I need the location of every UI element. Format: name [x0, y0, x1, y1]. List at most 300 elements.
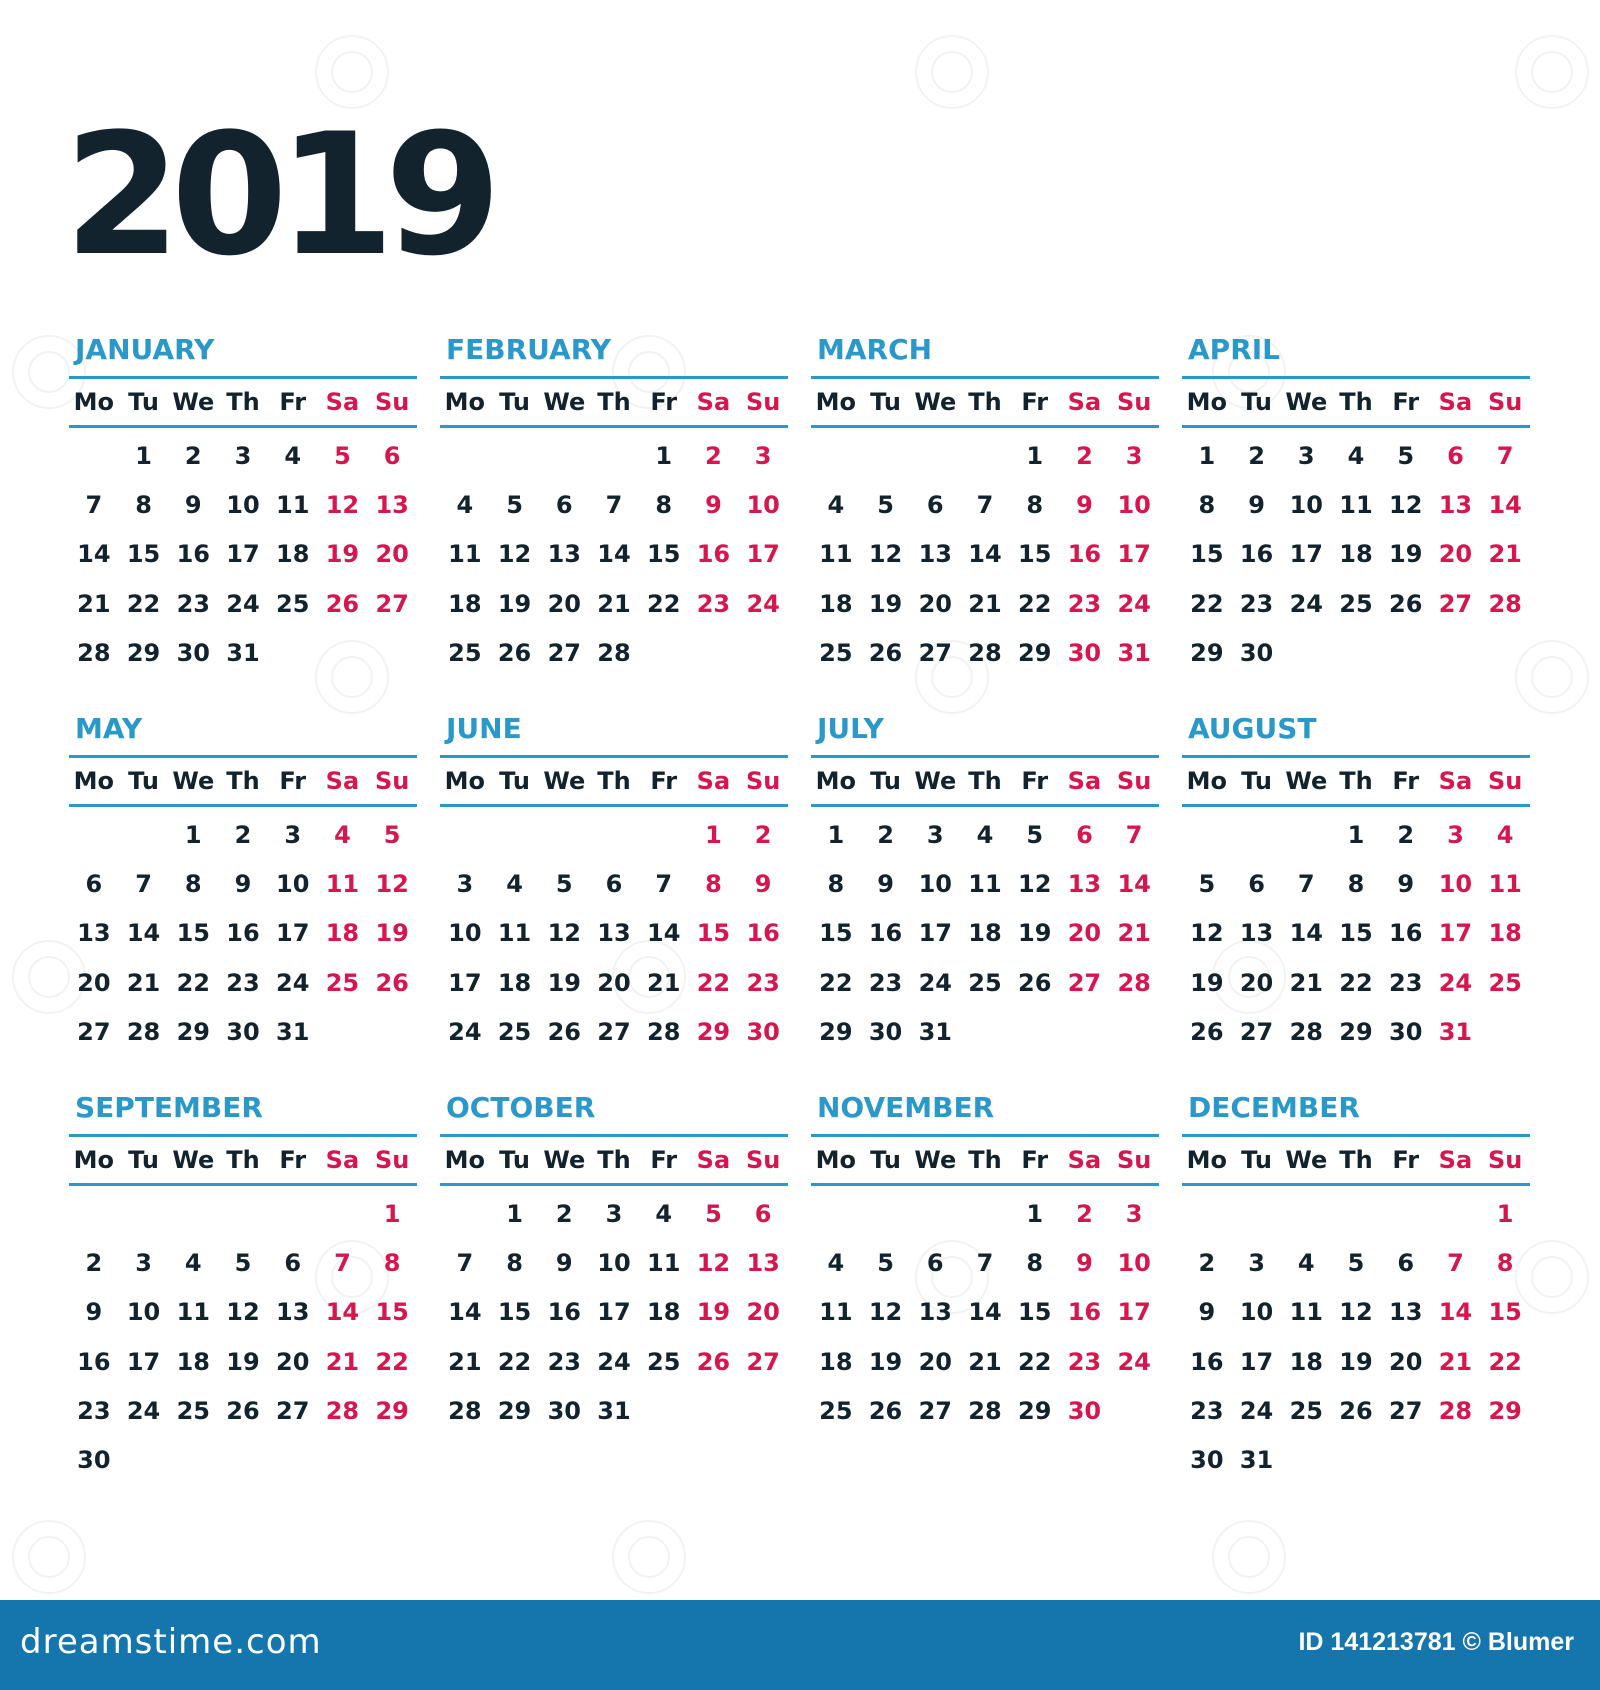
day-number: 28 [126, 1017, 161, 1046]
day-number: 5 [506, 490, 523, 519]
day-number: 18 [176, 1347, 210, 1376]
day-number: 6 [605, 869, 623, 898]
day-number: 23 [1389, 968, 1423, 997]
day-number: 18 [819, 1347, 853, 1376]
day-number: 29 [696, 1017, 731, 1046]
weekday-label: Mo [444, 388, 486, 416]
day-number: 12 [547, 919, 581, 948]
weekday-label: We [914, 1146, 957, 1174]
weekday-label: Tu [1241, 1146, 1272, 1174]
weekday-label: Mo [815, 388, 857, 416]
day-number: 26 [375, 968, 409, 997]
day-number: 8 [506, 1248, 523, 1277]
day-number: 2 [1198, 1248, 1216, 1277]
day-number: 8 [1347, 869, 1365, 898]
day-number: 18 [819, 589, 853, 618]
weekday-label: Su [1116, 388, 1152, 416]
day-number: 27 [77, 1017, 111, 1046]
day-number: 9 [705, 490, 722, 519]
day-number: 17 [1117, 540, 1151, 569]
day-number: 9 [555, 1248, 573, 1277]
day-number: 13 [597, 919, 631, 948]
day-number: 11 [647, 1248, 681, 1277]
day-number: 20 [547, 589, 581, 618]
day-number: 24 [448, 1017, 482, 1046]
weekday-header [69, 758, 417, 804]
day-number: 26 [547, 1017, 581, 1046]
month-title: APRIL [1188, 333, 1281, 366]
day-number: 6 [1248, 869, 1265, 898]
day-number: 17 [746, 540, 780, 569]
day-grid [440, 1186, 788, 1435]
day-number: 12 [1190, 919, 1224, 948]
day-number: 29 [1018, 638, 1052, 667]
month-block [811, 707, 1159, 1056]
day-number: 7 [976, 490, 994, 519]
dreamstime-logo: dreamstime.com [20, 1622, 322, 1662]
day-number: 7 [1496, 441, 1514, 470]
weekday-label: Fr [650, 388, 678, 416]
weekday-label: We [543, 388, 586, 416]
weekday-label: Su [1487, 388, 1523, 416]
day-number: 4 [976, 820, 994, 849]
day-number: 8 [705, 869, 722, 898]
day-number: 4 [456, 490, 474, 519]
day-number: 24 [276, 968, 310, 997]
month-block [69, 707, 417, 1056]
day-number: 4 [1297, 1248, 1315, 1277]
day-number: 17 [1117, 1298, 1151, 1327]
weekday-label: Tu [499, 1146, 530, 1174]
day-number: 27 [547, 638, 581, 667]
day-number: 15 [375, 1298, 409, 1327]
day-number: 13 [1067, 869, 1102, 898]
weekday-label: Fr [1392, 767, 1420, 795]
day-number: 5 [234, 1248, 252, 1277]
day-number: 30 [1389, 1017, 1423, 1046]
day-number: 24 [1117, 589, 1151, 618]
day-number: 31 [1239, 1446, 1274, 1475]
day-number: 28 [448, 1396, 482, 1425]
weekday-label: Mo [1186, 388, 1228, 416]
weekday-label: Tu [128, 1146, 159, 1174]
day-number: 25 [1289, 1396, 1323, 1425]
day-number: 8 [184, 869, 202, 898]
day-number: 5 [877, 490, 894, 519]
weekday-label: Tu [870, 388, 901, 416]
weekday-label: We [1285, 1146, 1328, 1174]
day-number: 25 [497, 1017, 532, 1046]
weekday-label: Th [968, 767, 1002, 795]
day-number: 2 [184, 441, 202, 470]
day-number: 1 [1496, 1199, 1514, 1228]
day-number: 21 [1438, 1347, 1473, 1376]
day-number: 14 [77, 540, 111, 569]
day-number: 23 [696, 589, 731, 618]
day-number: 28 [325, 1396, 360, 1425]
day-number: 5 [1347, 1248, 1365, 1277]
day-number: 23 [1067, 589, 1102, 618]
day-number: 22 [696, 968, 731, 997]
day-number: 10 [918, 869, 952, 898]
day-number: 30 [746, 1017, 780, 1046]
day-number: 27 [1239, 1017, 1274, 1046]
weekday-header [1182, 1137, 1530, 1183]
day-number: 6 [284, 1248, 302, 1277]
day-number: 7 [605, 490, 623, 519]
weekday-header [811, 1137, 1159, 1183]
day-number: 18 [276, 540, 310, 569]
weekday-label: Tu [128, 388, 159, 416]
day-number: 7 [135, 869, 152, 898]
day-number: 10 [597, 1248, 631, 1277]
day-number: 5 [383, 820, 401, 849]
day-number: 20 [1389, 1347, 1423, 1376]
day-number: 6 [926, 1248, 944, 1277]
day-number: 23 [226, 968, 260, 997]
weekday-label: Su [745, 767, 781, 795]
weekday-header [1182, 758, 1530, 804]
day-number: 3 [1125, 441, 1143, 470]
day-grid [69, 807, 417, 1056]
day-number: 30 [176, 638, 210, 667]
day-number: 21 [325, 1347, 360, 1376]
day-number: 19 [1190, 968, 1224, 997]
day-number: 2 [1397, 820, 1415, 849]
day-number: 19 [226, 1347, 260, 1376]
weekday-label: Mo [73, 388, 115, 416]
weekday-header [69, 379, 417, 425]
day-number: 17 [448, 968, 482, 997]
weekday-label: Tu [499, 388, 530, 416]
day-grid [1182, 1186, 1530, 1485]
day-number: 24 [1438, 968, 1473, 997]
day-number: 6 [926, 490, 944, 519]
day-number: 14 [1117, 869, 1151, 898]
day-number: 12 [375, 869, 409, 898]
day-number: 30 [77, 1446, 111, 1475]
month-title: DECEMBER [1188, 1091, 1360, 1124]
day-number: 13 [276, 1298, 310, 1327]
day-number: 20 [1067, 919, 1102, 948]
month-title: OCTOBER [446, 1091, 596, 1124]
day-number: 5 [334, 441, 351, 470]
day-grid [69, 1186, 417, 1485]
day-number: 3 [284, 820, 302, 849]
day-number: 19 [1018, 919, 1052, 948]
day-number: 9 [1248, 490, 1265, 519]
day-number: 11 [819, 540, 853, 569]
day-number: 15 [1018, 540, 1052, 569]
day-number: 14 [597, 540, 631, 569]
day-number: 26 [497, 638, 532, 667]
weekday-label: We [172, 388, 215, 416]
day-number: 24 [1239, 1396, 1274, 1425]
day-number: 18 [1289, 1347, 1323, 1376]
day-number: 21 [968, 589, 1002, 618]
weekday-label: Fr [1392, 1146, 1420, 1174]
weekday-label: Th [968, 388, 1002, 416]
day-number: 28 [1117, 968, 1151, 997]
weekday-label: Mo [815, 1146, 857, 1174]
day-number: 21 [1289, 968, 1323, 997]
day-number: 3 [1248, 1248, 1265, 1277]
day-number: 11 [968, 869, 1002, 898]
day-number: 30 [226, 1017, 260, 1046]
day-number: 12 [1389, 490, 1423, 519]
day-number: 12 [1018, 869, 1052, 898]
day-number: 11 [497, 919, 532, 948]
day-number: 26 [226, 1396, 260, 1425]
weekday-label: Th [1339, 767, 1373, 795]
day-number: 14 [448, 1298, 482, 1327]
day-number: 1 [506, 1199, 523, 1228]
weekday-label: Mo [73, 1146, 115, 1174]
day-number: 17 [226, 540, 260, 569]
day-number: 6 [1397, 1248, 1415, 1277]
day-number: 11 [1289, 1298, 1323, 1327]
day-number: 5 [1397, 441, 1415, 470]
weekday-label: Fr [1021, 1146, 1049, 1174]
month-block [1182, 1086, 1530, 1485]
day-number: 1 [184, 820, 202, 849]
day-number: 23 [1190, 1396, 1224, 1425]
day-number: 22 [1018, 589, 1052, 618]
day-number: 29 [819, 1017, 853, 1046]
weekday-label: Mo [444, 767, 486, 795]
day-number: 22 [126, 589, 161, 618]
weekday-label: Th [226, 767, 260, 795]
day-number: 17 [1438, 919, 1473, 948]
day-number: 9 [1198, 1298, 1216, 1327]
day-number: 26 [868, 1396, 903, 1425]
day-number: 2 [85, 1248, 103, 1277]
weekday-label: Sa [1067, 388, 1102, 416]
weekday-label: We [543, 767, 586, 795]
month-title: JULY [817, 712, 884, 745]
day-number: 6 [555, 490, 573, 519]
weekday-label: Fr [650, 767, 678, 795]
day-number: 25 [448, 638, 482, 667]
day-number: 3 [1125, 1199, 1143, 1228]
day-grid [440, 428, 788, 677]
day-number: 14 [1289, 919, 1323, 948]
day-number: 17 [126, 1347, 161, 1376]
day-number: 29 [1339, 1017, 1373, 1046]
weekday-label: Mo [1186, 1146, 1228, 1174]
day-number: 3 [1447, 820, 1464, 849]
day-number: 29 [1018, 1396, 1052, 1425]
day-grid [811, 807, 1159, 1056]
weekday-label: Su [1116, 767, 1152, 795]
weekday-label: We [914, 388, 957, 416]
day-number: 24 [126, 1396, 161, 1425]
day-number: 2 [754, 820, 772, 849]
calendar-year-title: 2019 [64, 97, 492, 293]
day-number: 16 [176, 540, 210, 569]
day-number: 29 [176, 1017, 210, 1046]
weekday-label: Fr [1021, 767, 1049, 795]
day-number: 12 [868, 1298, 903, 1327]
day-number: 15 [176, 919, 210, 948]
day-number: 2 [1076, 1199, 1093, 1228]
day-number: 25 [647, 1347, 681, 1376]
day-number: 5 [705, 1199, 722, 1228]
day-number: 3 [1297, 441, 1315, 470]
weekday-label: Th [1339, 388, 1373, 416]
day-number: 1 [705, 820, 722, 849]
weekday-header [69, 1137, 417, 1183]
weekday-label: Th [597, 388, 631, 416]
weekday-header [440, 379, 788, 425]
day-number: 7 [1447, 1248, 1464, 1277]
weekday-label: Fr [1021, 388, 1049, 416]
month-block [440, 707, 788, 1056]
day-number: 7 [85, 490, 103, 519]
weekday-label: Su [1487, 767, 1523, 795]
day-number: 22 [497, 1347, 532, 1376]
day-number: 15 [1488, 1298, 1522, 1327]
weekday-label: Fr [650, 1146, 678, 1174]
month-block [440, 328, 788, 677]
day-number: 12 [226, 1298, 260, 1327]
month-block [69, 1086, 417, 1485]
weekday-label: Tu [1241, 388, 1272, 416]
day-number: 14 [1488, 490, 1522, 519]
day-number: 31 [1438, 1017, 1473, 1046]
day-number: 11 [325, 869, 360, 898]
day-number: 15 [126, 540, 161, 569]
day-number: 25 [1488, 968, 1522, 997]
weekday-label: Su [745, 388, 781, 416]
day-number: 31 [597, 1396, 631, 1425]
day-number: 10 [1438, 869, 1473, 898]
day-number: 11 [1488, 869, 1522, 898]
day-number: 21 [1117, 919, 1151, 948]
weekday-label: Sa [696, 767, 731, 795]
weekday-label: Mo [815, 767, 857, 795]
day-number: 4 [827, 490, 845, 519]
day-number: 21 [1488, 540, 1522, 569]
day-number: 30 [1067, 1396, 1102, 1425]
day-number: 3 [926, 820, 944, 849]
day-number: 29 [497, 1396, 532, 1425]
day-number: 26 [1190, 1017, 1224, 1046]
day-number: 20 [918, 1347, 952, 1376]
day-number: 22 [819, 968, 853, 997]
day-number: 4 [506, 869, 523, 898]
day-number: 8 [1496, 1248, 1514, 1277]
day-number: 20 [746, 1298, 780, 1327]
day-number: 23 [77, 1396, 111, 1425]
day-number: 17 [918, 919, 952, 948]
weekday-label: Sa [325, 767, 360, 795]
day-number: 20 [1239, 968, 1274, 997]
day-number: 15 [647, 540, 681, 569]
weekday-label: We [172, 767, 215, 795]
day-number: 31 [1117, 638, 1151, 667]
weekday-label: Fr [279, 767, 307, 795]
day-number: 11 [1339, 490, 1373, 519]
day-number: 9 [1076, 1248, 1093, 1277]
day-number: 27 [276, 1396, 310, 1425]
day-number: 10 [1289, 490, 1323, 519]
day-number: 15 [1339, 919, 1373, 948]
weekday-label: Sa [325, 388, 360, 416]
day-number: 8 [827, 869, 845, 898]
day-number: 25 [325, 968, 360, 997]
day-number: 7 [1297, 869, 1315, 898]
day-number: 13 [746, 1248, 780, 1277]
day-number: 21 [77, 589, 111, 618]
weekday-label: Su [1487, 1146, 1523, 1174]
day-number: 18 [448, 589, 482, 618]
day-number: 25 [819, 638, 853, 667]
day-grid [69, 428, 417, 677]
month-block [1182, 707, 1530, 1056]
day-number: 11 [176, 1298, 210, 1327]
day-number: 7 [456, 1248, 474, 1277]
weekday-header [440, 1137, 788, 1183]
month-title: NOVEMBER [817, 1091, 995, 1124]
weekday-header [811, 379, 1159, 425]
day-number: 10 [126, 1298, 161, 1327]
day-number: 31 [276, 1017, 310, 1046]
weekday-label: Su [374, 767, 410, 795]
day-number: 22 [1488, 1347, 1522, 1376]
weekday-label: We [914, 767, 957, 795]
day-number: 3 [456, 869, 474, 898]
day-number: 7 [655, 869, 673, 898]
weekday-label: Th [968, 1146, 1002, 1174]
day-number: 19 [868, 1347, 903, 1376]
day-number: 21 [597, 589, 631, 618]
weekday-label: Th [226, 1146, 260, 1174]
day-number: 26 [868, 638, 903, 667]
day-number: 16 [868, 919, 903, 948]
day-number: 15 [497, 1298, 532, 1327]
day-number: 16 [1190, 1347, 1224, 1376]
weekday-label: We [1285, 388, 1328, 416]
weekday-label: Tu [870, 767, 901, 795]
day-number: 8 [135, 490, 152, 519]
day-number: 19 [868, 589, 903, 618]
day-number: 14 [968, 540, 1002, 569]
day-number: 9 [877, 869, 894, 898]
day-number: 21 [968, 1347, 1002, 1376]
day-number: 13 [375, 490, 409, 519]
day-number: 27 [1389, 1396, 1423, 1425]
day-number: 23 [746, 968, 780, 997]
weekday-label: Sa [1067, 1146, 1102, 1174]
day-number: 23 [547, 1347, 581, 1376]
weekday-label: Tu [1241, 767, 1272, 795]
day-number: 1 [383, 1199, 401, 1228]
day-number: 19 [1339, 1347, 1373, 1376]
weekday-label: Su [1116, 1146, 1152, 1174]
weekday-label: We [543, 1146, 586, 1174]
day-number: 4 [655, 1199, 673, 1228]
day-number: 8 [1026, 1248, 1044, 1277]
month-title: SEPTEMBER [75, 1091, 263, 1124]
image-credit: ID 141213781 © Blumer [1298, 1628, 1574, 1656]
weekday-label: Tu [870, 1146, 901, 1174]
day-number: 16 [77, 1347, 111, 1376]
weekday-label: Fr [1392, 388, 1420, 416]
weekday-label: Th [1339, 1146, 1373, 1174]
day-number: 22 [176, 968, 210, 997]
day-number: 14 [647, 919, 681, 948]
